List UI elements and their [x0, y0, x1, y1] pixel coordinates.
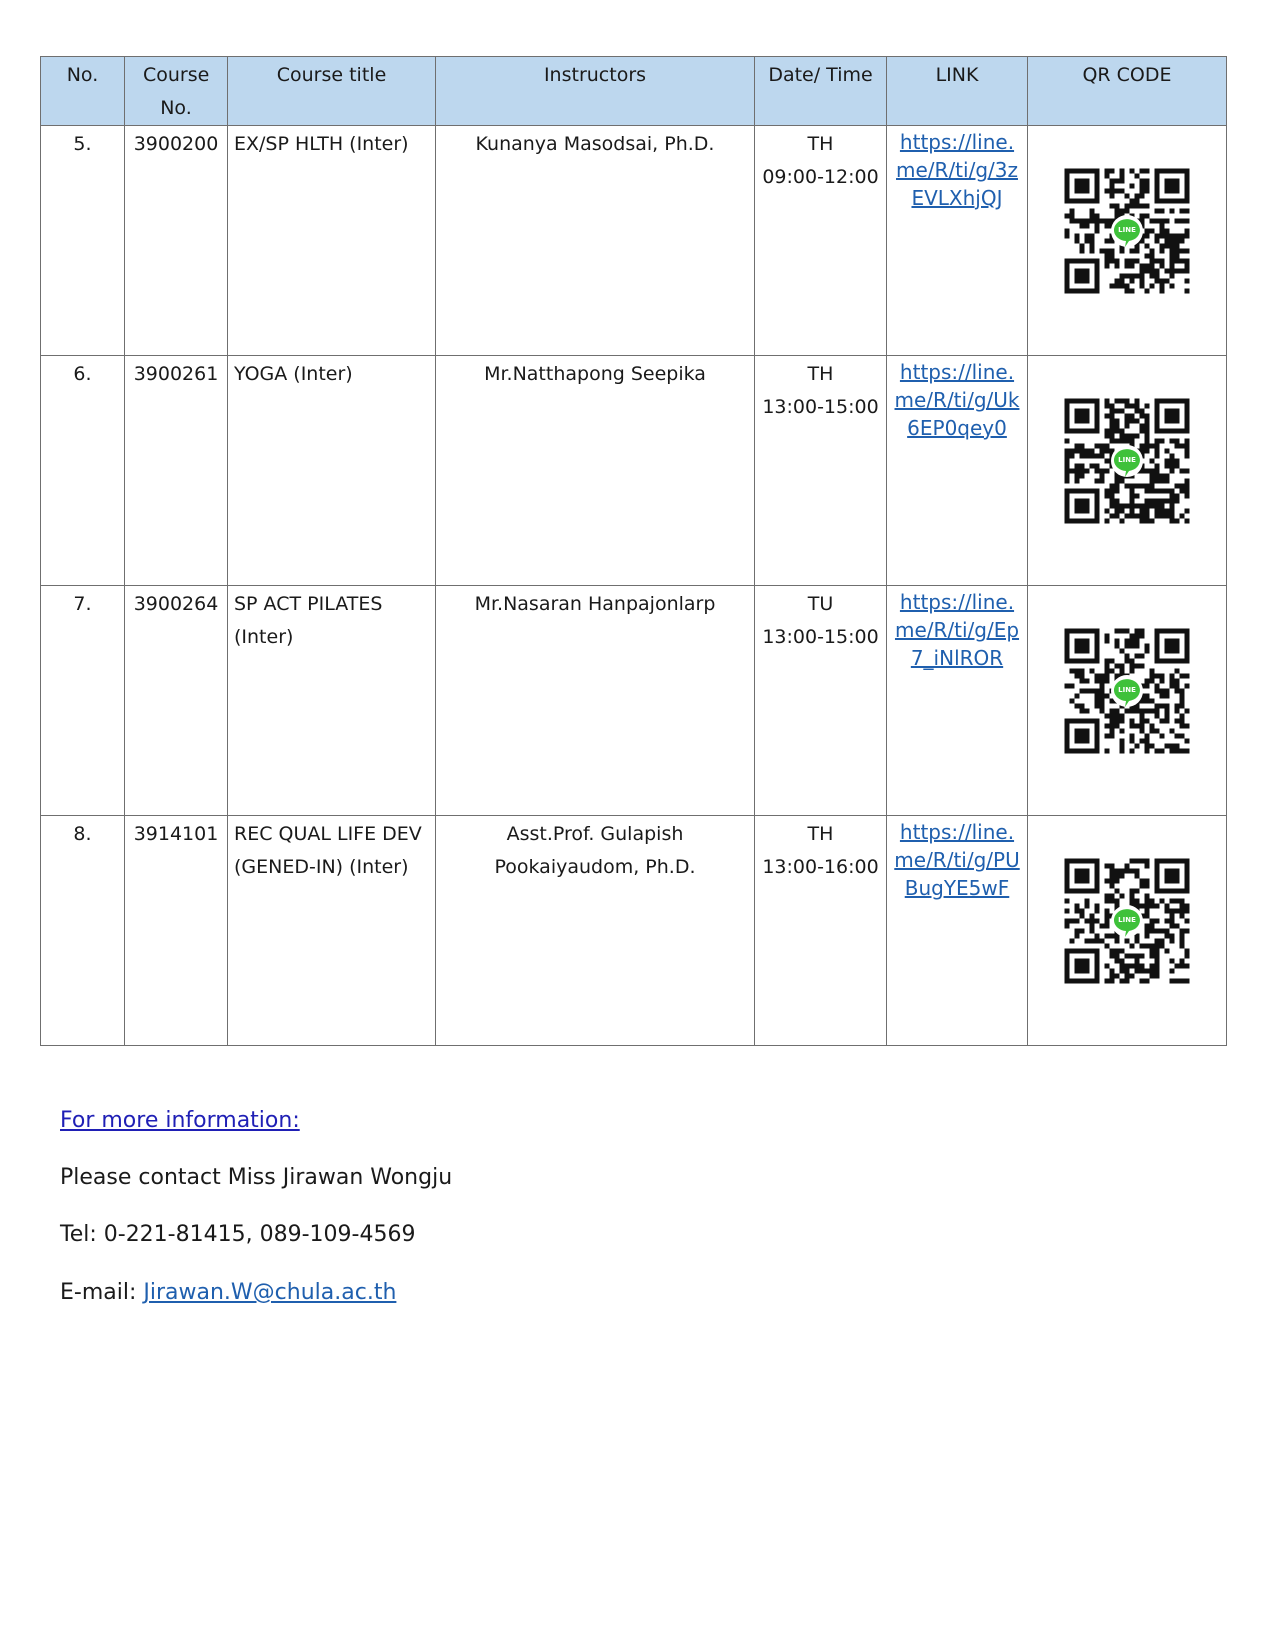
line-group-link[interactable]: https://line.me/R/ti/g/3zEVLXhjQJ: [896, 130, 1018, 210]
row-time: 13:00-15:00: [762, 626, 879, 648]
line-qr-code-icon: [1062, 856, 1192, 986]
header-no: No.: [41, 57, 125, 126]
table-row: [41, 356, 1227, 586]
row-date-time: [755, 586, 887, 816]
line-group-link[interactable]: https://line.me/R/ti/g/PUBugYE5wF: [894, 820, 1020, 900]
row-no: 5.: [41, 126, 125, 356]
header-course-no: Course No.: [125, 57, 228, 126]
row-no: 8.: [41, 816, 125, 1046]
row-course-title: YOGA (Inter): [228, 356, 436, 586]
email-link[interactable]: Jirawan.W@chula.ac.th: [143, 1280, 397, 1305]
table-row: [41, 126, 1227, 356]
row-instructor: Asst.Prof. Gulapish Pookaiyaudom, Ph.D.: [436, 816, 755, 1046]
email-label: E-mail:: [60, 1280, 144, 1305]
header-date-time: Date/ Time: [755, 57, 887, 126]
row-instructor: Mr.Nasaran Hanpajonlarp: [436, 586, 755, 816]
row-instructor: Mr.Natthapong Seepika: [436, 356, 755, 586]
more-info-heading[interactable]: For more information:: [60, 1108, 300, 1133]
row-course-no: 3900264: [125, 586, 228, 816]
row-day: TU: [807, 593, 834, 615]
row-time: 09:00-12:00: [762, 166, 879, 188]
row-qr-cell: [1028, 356, 1227, 586]
row-qr-cell: [1028, 586, 1227, 816]
row-link-cell: [887, 586, 1028, 816]
header-instructors: Instructors: [436, 57, 755, 126]
row-day: TH: [807, 133, 834, 155]
line-group-link[interactable]: https://line.me/R/ti/g/Ep7_iNlROR: [894, 590, 1020, 670]
line-qr-code-icon: [1062, 396, 1192, 526]
svg-text:LINE: LINE: [1118, 226, 1136, 234]
row-link-cell: [887, 356, 1028, 586]
header-course-title: Course title: [228, 57, 436, 126]
line-qr-code-icon: [1062, 626, 1192, 756]
row-course-no: 3914101: [125, 816, 228, 1046]
row-day: TH: [807, 363, 834, 385]
row-course-no: 3900200: [125, 126, 228, 356]
line-qr-code-icon: [1062, 166, 1192, 296]
row-course-no: 3900261: [125, 356, 228, 586]
row-day: TH: [807, 823, 834, 845]
contact-person: Please contact Miss Jirawan Wongju: [60, 1165, 453, 1190]
row-no: 7.: [41, 586, 125, 816]
contact-tel: Tel: 0-221-81415, 089-109-4569: [60, 1222, 416, 1247]
row-instructor: Kunanya Masodsai, Ph.D.: [436, 126, 755, 356]
row-qr-cell: [1028, 816, 1227, 1046]
row-link-cell: [887, 816, 1028, 1046]
row-course-title: REC QUAL LIFE DEV (GENED-IN) (Inter): [228, 816, 436, 1046]
row-course-title: EX/SP HLTH (Inter): [228, 126, 436, 356]
row-time: 13:00-15:00: [762, 396, 879, 418]
row-date-time: [755, 816, 887, 1046]
table-row: [41, 816, 1227, 1046]
svg-text:LINE: LINE: [1118, 916, 1136, 924]
row-time: 13:00-16:00: [762, 856, 879, 878]
header-link: LINK: [887, 57, 1028, 126]
svg-text:LINE: LINE: [1118, 686, 1136, 694]
row-date-time: [755, 126, 887, 356]
row-course-title: SP ACT PILATES (Inter): [228, 586, 436, 816]
course-table: [40, 56, 1227, 1046]
header-qr-code: QR CODE: [1028, 57, 1227, 126]
svg-text:LINE: LINE: [1118, 456, 1136, 464]
table-header-row: [41, 57, 1227, 126]
row-link-cell: [887, 126, 1028, 356]
table-row: [41, 586, 1227, 816]
row-no: 6.: [41, 356, 125, 586]
line-group-link[interactable]: https://line.me/R/ti/g/Uk6EP0qey0: [894, 360, 1020, 440]
row-qr-cell: [1028, 126, 1227, 356]
row-date-time: [755, 356, 887, 586]
contact-email-line: [60, 1280, 396, 1305]
